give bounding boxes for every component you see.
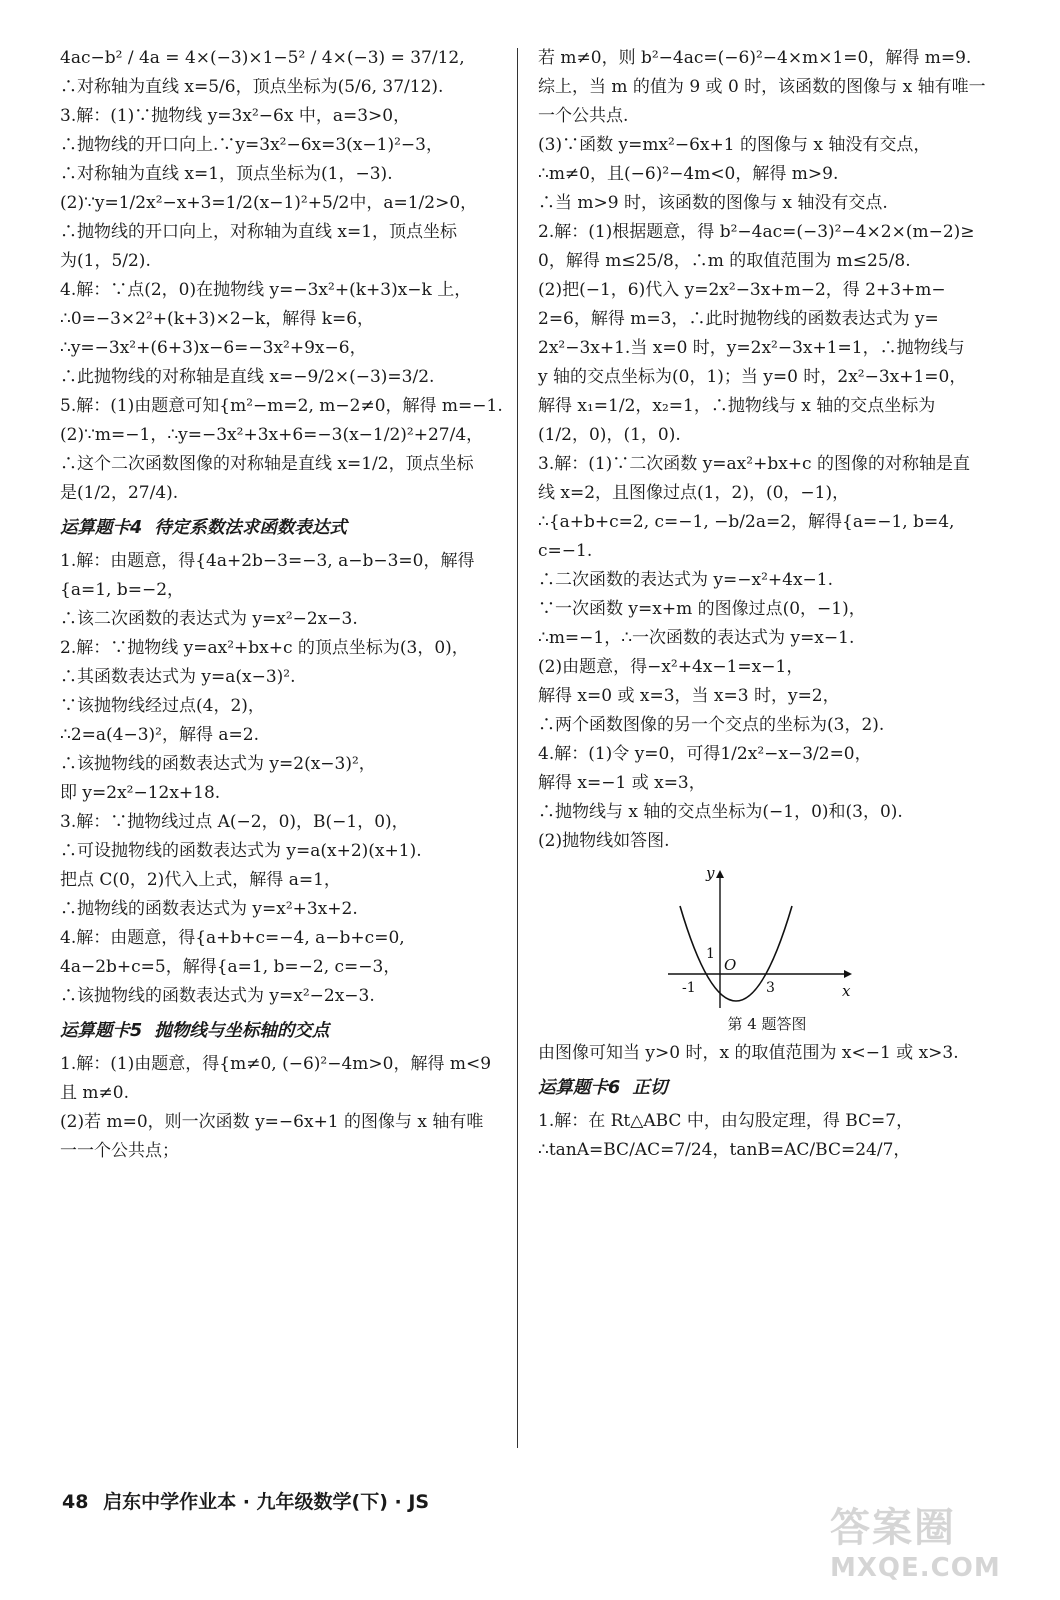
solution-line: 4.解：∵点(2，0)在抛物线 y=−3x²+(k+3)x−k 上， xyxy=(60,280,472,300)
watermark-url: MXQE.COM xyxy=(830,1553,1001,1583)
solution-line: 0，解得 m≤25/8，∴m 的取值范围为 m≤25/8. xyxy=(538,251,911,271)
x-axis-arrow xyxy=(844,970,852,978)
solution-line: 1.解：由题意，得{4a+2b−3=−3, a−b−3=0，解得{a=1, b=−2， xyxy=(60,551,475,600)
section-heading: 运算题卡5 抛物线与坐标轴的交点 xyxy=(60,1021,330,1041)
solution-line: 2.解：∵抛物线 y=ax²+bx+c 的顶点坐标为(3，0)， xyxy=(60,638,469,658)
solution-line: ∴此抛物线的对称轴是直线 x=−9/2×(−3)=3/2. xyxy=(60,367,435,387)
solution-line: ∴tanA=BC/AC=7/24，tanB=AC/BC=24/7， xyxy=(538,1140,911,1160)
solution-line: (2)∵y=1/2x²−x+3=1/2(x−1)²+5/2中，a=1/2>0， xyxy=(60,193,478,213)
solution-line: ∴这个二次函数图像的对称轴是直线 x=1/2，顶点坐标 xyxy=(60,454,474,474)
tick-label-neg1: -1 xyxy=(682,980,696,996)
right-column-text-after xyxy=(538,1039,996,1165)
solution-line: ∴抛物线的函数表达式为 y=x²+3x+2. xyxy=(60,899,358,919)
solution-line: 一个公共点. xyxy=(538,106,629,126)
watermark-logo-text: 答案圈 xyxy=(830,1505,956,1551)
solution-line: 把点 C(0，2)代入上式，解得 a=1， xyxy=(60,870,341,890)
solution-line: 1.解：(1)由题意，得{m≠0, (−6)²−4m>0，解得 m<9 且 m≠0. xyxy=(60,1054,497,1103)
solution-line: ∴抛物线与 x 轴的交点坐标为(−1，0)和(3，0). xyxy=(538,802,903,822)
x-axis-label: x xyxy=(842,982,851,1000)
solution-line: ∴{a+b+c=2, c=−1, −b/2a=2，解得{a=−1, b=4, c=−1. xyxy=(538,512,960,561)
tick-label-3: 3 xyxy=(766,980,775,996)
parabola-curve xyxy=(680,906,792,1001)
solution-line: 由图像可知当 y>0 时，x 的取值范围为 x<−1 或 x>3. xyxy=(538,1043,959,1063)
book-title: 启东中学作业本 · 九年级数学(下) · JS xyxy=(103,1491,430,1513)
solution-line: ∵一次函数 y=x+m 的图像过点(0，−1)， xyxy=(538,599,866,619)
site-watermark xyxy=(830,1496,1030,1592)
section-heading: 运算题卡4 待定系数法求函数表达式 xyxy=(60,518,347,538)
solution-line: 4.解：(1)令 y=0，可得1/2x²−x−3/2=0， xyxy=(538,744,872,764)
column-divider xyxy=(517,48,518,1448)
graph-caption: 第 4 题答图 xyxy=(727,1015,807,1033)
solution-line: 2.解：(1)根据题意，得 b²−4ac=(−3)²−4×2×(m−2)≥ xyxy=(538,222,975,242)
solution-line: 为(1，5/2). xyxy=(60,251,151,271)
solution-line: 1.解：在 Rt△ABC 中，由勾股定理，得 BC=7， xyxy=(538,1111,914,1131)
solution-line: y 轴的交点坐标为(0，1)；当 y=0 时，2x²−3x+1=0， xyxy=(538,367,967,387)
solution-line: ∴可设抛物线的函数表达式为 y=a(x+2)(x+1). xyxy=(60,841,422,861)
page-footer xyxy=(62,1487,429,1514)
solution-line: ∵该抛物线经过点(4，2)， xyxy=(60,696,265,716)
solution-line: 5.解：(1)由题意可知{m²−m=2, m−2≠0，解得 m=−1. xyxy=(60,396,503,416)
right-column xyxy=(538,44,996,1165)
solution-line: ∴0=−3×2²+(k+3)×2−k，解得 k=6， xyxy=(60,309,375,329)
solution-line: 一一个公共点； xyxy=(60,1141,179,1161)
y-axis-arrow xyxy=(716,870,724,878)
solution-line: (3)∵函数 y=mx²−6x+1 的图像与 x 轴没有交点， xyxy=(538,135,931,155)
solution-line: ∴该抛物线的函数表达式为 y=2(x−3)²， xyxy=(60,754,376,774)
solution-line: 4.解：由题意，得{a+b+c=−4, a−b+c=0, 4a−2b+c=5，解得{a=1, b=−2, c=−3， xyxy=(60,928,411,977)
solution-line: ∴抛物线的开口向上.∵y=3x²−6x=3(x−1)²−3， xyxy=(60,135,443,155)
solution-line: 即 y=2x²−12x+18. xyxy=(60,783,221,803)
solution-line: 3.解：(1)∵抛物线 y=3x²−6x 中，a=3>0， xyxy=(60,106,411,126)
solution-line: 3.解：∵抛物线过点 A(−2，0)，B(−1，0)， xyxy=(60,812,409,832)
solution-line: ∴抛物线的开口向上，对称轴为直线 x=1，顶点坐标 xyxy=(60,222,458,242)
solution-line: 解得 x=−1 或 x=3， xyxy=(538,773,706,793)
solution-line: 3.解：(1)∵二次函数 y=ax²+bx+c 的图像的对称轴是直 xyxy=(538,454,970,474)
solution-line: 若 m≠0，则 b²−4ac=(−6)²−4×m×1=0，解得 m=9. xyxy=(538,48,972,68)
parabola-answer-graph xyxy=(658,860,858,1010)
solution-line: (2)由题意，得−x²+4x−1=x−1， xyxy=(538,657,804,677)
solution-line: ∴2=a(4−3)²，解得 a=2. xyxy=(60,725,259,745)
solution-line: ∴m≠0，且(−6)²−4m<0，解得 m>9. xyxy=(538,164,839,184)
solution-line: (2)若 m=0，则一次函数 y=−6x+1 的图像与 x 轴有唯 xyxy=(60,1112,484,1132)
solution-line: ∴m=−1，∴一次函数的表达式为 y=x−1. xyxy=(538,628,855,648)
section-heading: 运算题卡6 正切 xyxy=(538,1078,668,1098)
left-column xyxy=(60,44,508,1166)
solution-line: ∴两个函数图像的另一个交点的坐标为(3，2). xyxy=(538,715,885,735)
solution-line: 2x²−3x+1.当 x=0 时，y=2x²−3x+1=1，∴抛物线与 xyxy=(538,338,965,358)
solution-line: (2)∵m=−1，∴y=−3x²+3x+6=−3(x−1/2)²+27/4， xyxy=(60,425,484,445)
solution-line: (2)抛物线如答图. xyxy=(538,831,670,851)
solution-line: 2=6，解得 m=3，∴此时抛物线的函数表达式为 y= xyxy=(538,309,939,329)
solution-line: ∴二次函数的表达式为 y=−x²+4x−1. xyxy=(538,570,834,590)
y-axis-label: y xyxy=(706,864,715,882)
solution-line: ∴其函数表达式为 y=a(x−3)². xyxy=(60,667,296,687)
solution-line: ∴对称轴为直线 x=1，顶点坐标为(1，−3). xyxy=(60,164,393,184)
tick-label-y1: 1 xyxy=(706,946,715,962)
solution-line: ∴当 m>9 时，该函数的图像与 x 轴没有交点. xyxy=(538,193,888,213)
solution-line: 线 x=2，且图像过点(1，2)，(0，−1)， xyxy=(538,483,850,503)
solution-line: (1/2，0)，(1，0). xyxy=(538,425,681,445)
solution-line: 综上，当 m 的值为 9 或 0 时，该函数的图像与 x 轴有唯一 xyxy=(538,77,986,97)
solution-line: 4ac−b² / 4a = 4×(−3)×1−5² / 4×(−3) = 37/12, xyxy=(60,48,465,68)
solution-line: 是(1/2，27/4). xyxy=(60,483,179,503)
solution-line: ∴对称轴为直线 x=5/6，顶点坐标为(5/6, 37/12). xyxy=(60,77,444,97)
page-number: 48 xyxy=(62,1491,89,1513)
solution-line: 解得 x₁=1/2，x₂=1，∴抛物线与 x 轴的交点坐标为 xyxy=(538,396,936,416)
solution-line: (2)把(−1，6)代入 y=2x²−3x+m−2，得 2+3+m− xyxy=(538,280,946,300)
solution-line: ∴y=−3x²+(6+3)x−6=−3x²+9x−6， xyxy=(60,338,367,358)
solution-line: ∴该抛物线的函数表达式为 y=x²−2x−3. xyxy=(60,986,375,1006)
right-column-text xyxy=(538,44,996,856)
solution-line: ∴该二次函数的表达式为 y=x²−2x−3. xyxy=(60,609,358,629)
origin-label: O xyxy=(724,956,737,974)
solution-line: 解得 x=0 或 x=3，当 x=3 时，y=2， xyxy=(538,686,840,706)
